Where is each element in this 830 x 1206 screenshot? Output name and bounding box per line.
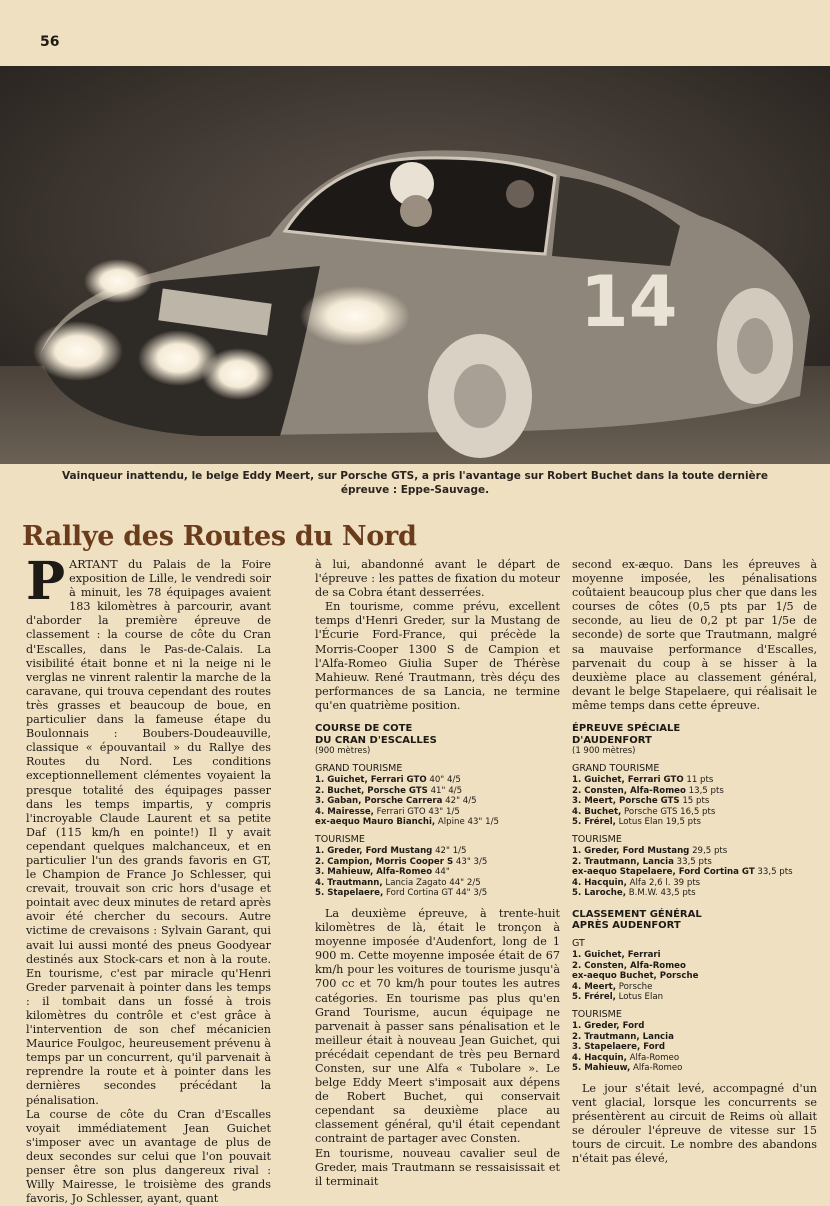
paragraph: La deuxième épreuve, à trente-huit kilomètres de là, était le tronçon à moyenne imposée d'Audenfort, long de 1 900 m. Cette moyenne imposée était de 67 km/h pour les voitures de tourisme jusqu'à 700 cc et 70 km/h pour toutes les autres catégories. En tourisme pas plus qu'en Grand Tourisme, aucun équipage ne parvenait à passer sans pénalisation et le meilleur était à nouveau Jean Guichet, qui précédait cependant de très peu Bernard Consten, sur une Alfa « Tubolare ». Le belge Eddy Meert s'imposait aux dépens de Robert Buchet, qui conservait cependant sa deuxième place au classement général, qu'il était cependant contraint de partager avec Consten. (315, 906, 560, 1146)
paragraph: Le jour s'était levé, accompagné d'un vent glacial, lorsque les concurrents se présentèrent au circuit de Reims où allait se dérouler l'épreuve de vitesse sur 15 tours de circuit. Le nombre des abandons n'était pas élevé, (572, 1081, 817, 1166)
paragraph: second ex-æquo. Dans les épreuves à moyenne imposée, les pénalisations coûtaient beaucoup plus cher que dans les courses de côtes (0,5 pts par 1/5 de seconde, au lieu de 0,2 pt par 1/5e de seconde) de sorte que Trautmann, malgré sa mauvaise performance d'Escalles, parvenait du coup à se hisser à la deuxième place au classement général, devant le belge Stapelaere, qui réalisait le même temps dans cette épreuve. (572, 558, 817, 712)
photo-caption: Vainqueur inattendu, le belge Eddy Meert, sur Porsche GTS, a pris l'avantage sur Robert Buchet dans la toute dernière épreuve : Eppe-Sauvage. (62, 470, 768, 496)
category-heading: GRAND TOURISME (315, 763, 403, 775)
drop-cap: P (26, 551, 66, 612)
category-heading: TOURISME (572, 834, 622, 845)
result-line: 2. Trautmann, Lancia (572, 1031, 674, 1042)
result-line: 1. Guichet, Ferrari GTO 11 pts (572, 775, 714, 786)
category-heading: GRAND TOURISME (572, 763, 660, 775)
result-line: 4. Hacquin, Alfa-Romeo (572, 1052, 680, 1063)
paragraph: En tourisme, nouveau cavalier seul de Greder, mais Trautmann se ressaisissait et il terminait (315, 1146, 560, 1188)
result-line: 5. Laroche, B.M.W. 43,5 pts (572, 888, 696, 899)
result-line: 2. Trautmann, Lancia 33,5 pts (572, 856, 712, 867)
result-line: 1. Greder, Ford Mustang 29,5 pts (572, 846, 728, 856)
paragraph: La course de côte du Cran d'Escalles voyait immédiatement Jean Guichet s'imposer avec un avantage de plus de deux secondes sur celui que l'on pouvait penser être son plus dangereux rival : Willy Mairesse, le troisième des grands favoris, Jo Schlesser, ayant, quant (26, 1107, 271, 1206)
result-line: 1. Greder, Ford Mustang 42" 1/5 (315, 846, 467, 856)
result-line: ex-aequo Buchet, Porsche (572, 971, 699, 982)
result-line: 3. Meert, Porsche GTS 15 pts (572, 796, 710, 807)
result-line: 1. Guichet, Ferrari (572, 949, 661, 960)
result-line: ex-aequo Stapelaere, Ford Cortina GT 33,5 pts (572, 867, 793, 878)
column-3 (572, 558, 817, 1166)
page-number: 56 (40, 34, 60, 50)
section-heading: ÉPREUVE SPÉCIALE (572, 723, 681, 735)
result-line: 4. Mairesse, Ferrari GTO 43" 1/5 (315, 806, 460, 817)
column-2 (315, 558, 560, 1189)
result-line: 4. Hacquin, Alfa 2,6 l. 39 pts (572, 877, 701, 888)
section-heading: D'AUDENFORT (572, 734, 652, 746)
result-line: 2. Campion, Morris Cooper S 43" 3/5 (315, 856, 488, 867)
section-heading: APRÈS AUDENFORT (572, 920, 681, 932)
paragraph-text: du Palais de la Foire exposition de Lille, le vendredi soir à minuit, les 78 équipages avaient 183 kilomètres à parcourir, avant d'aborder la première épreuve de classement : la course de côte du Cran d'Escalles, dans le Pas-de-Calais. La visibilité était bonne et ni la neige ni le verglas ne vinrent ralentir la marche de la caravane, qui trouva cependant des routes très grasses et beaucoup de boue, en particulier dans la fameuse étape du Boulonnais : Boubers-Doudeauville, classique « épouvantail » du Rallye des Routes du Nord. Les conditions exceptionnellement clémentes voyaient la presque totalité des équipages passer dans les temps impartis, y compris l'incroyable Claude Laurent et sa petite Daf (115 km/h en pointe!) Il y avait cependant quelques malchanceux, et en particulier l'un des grands favoris en GT, le Champion de France Jo Schlesser, qui crevait, trouvait son cric hors d'usage et pointait avec deux minutes de retard après avoir été chercher du secours. Autre victime de crevaisons : Sylvain Garant, qui avait lui aussi monté des pneus Goodyear destinés aux Stock-cars et non à la route. En tourisme, c'est par miracle qu'Henri Greder parvenait à pointer dans les temps : il tombait dans un fossé à trois kilomètres du contrôle et c'est grâce à l'intervention de son chef mécanicien Maurice Foulgoc, heureusement prévenu à temps par un concurrent, qu'il parvenait à reprendre la route et à pointer dans les dernières secondes précédant la pénalisation. (26, 558, 271, 1107)
category-heading: TOURISME (572, 1008, 622, 1020)
paragraph: à lui, abandonné avant le départ de l'épreuve : les pattes de fixation du moteur de sa Cobra étant desserrées. (315, 558, 560, 600)
result-line: 2. Consten, Alfa-Romeo 13,5 pts (572, 785, 724, 796)
result-line: 4. Trautmann, Lancia Zagato 44" 2/5 (315, 877, 481, 888)
section-subheading: (900 mètres) (315, 746, 371, 757)
category-heading: GT (572, 937, 585, 949)
paragraph: En tourisme, comme prévu, excellent temps d'Henri Greder, sur la Mustang de l'Écurie Ford-France, qui précède la Morris-Cooper 1300 S de Campion et l'Alfa-Romeo Giulia Super de Thérèse Mahieuw. René Trautmann, très déçu des performances de sa Lancia, ne termine qu'en quatrième position. (315, 600, 560, 712)
category-heading: TOURISME (315, 834, 365, 845)
result-line: 3. Mahieuw, Alfa-Romeo 44" (315, 867, 450, 878)
car-number: 14 (580, 261, 678, 343)
result-line: 3. Stapelaere, Ford (572, 1042, 666, 1053)
paragraph-intro (26, 551, 271, 1108)
section-heading: COURSE DE COTE (315, 723, 413, 735)
article-title: Rallye des Routes du Nord (22, 521, 417, 552)
result-line: 2. Buchet, Porsche GTS 41" 4/5 (315, 785, 463, 796)
result-line: 1. Greder, Ford (572, 1020, 645, 1031)
result-line: 1. Guichet, Ferrari GTO 40" 4/5 (315, 775, 461, 786)
result-line: ex-aequo Mauro Bianchi, Alpine 43" 1/5 (315, 817, 499, 828)
result-line: 2. Consten, Alfa-Romeo (572, 960, 686, 971)
section-subheading: (1 900 mètres) (572, 746, 636, 757)
result-line: 4. Meert, Porsche (572, 981, 653, 992)
result-line: 5. Frérel, Lotus Elan 19,5 pts (572, 817, 701, 828)
rally-photo (0, 66, 830, 464)
lead-word: ARTANT (69, 558, 118, 571)
column-1 (26, 551, 271, 1206)
result-line: 4. Buchet, Porsche GTS 16,5 pts (572, 806, 716, 817)
result-line: 3. Gaban, Porsche Carrera 42" 4/5 (315, 796, 477, 807)
result-line: 5. Mahieuw, Alfa-Romeo (572, 1063, 683, 1074)
result-line: 5. Stapelaere, Ford Cortina GT 44" 3/5 (315, 888, 488, 899)
section-heading: CLASSEMENT GÉNÉRAL (572, 908, 702, 920)
result-line: 5. Frérel, Lotus Elan (572, 992, 664, 1003)
section-heading: DU CRAN D'ESCALLES (315, 734, 437, 746)
